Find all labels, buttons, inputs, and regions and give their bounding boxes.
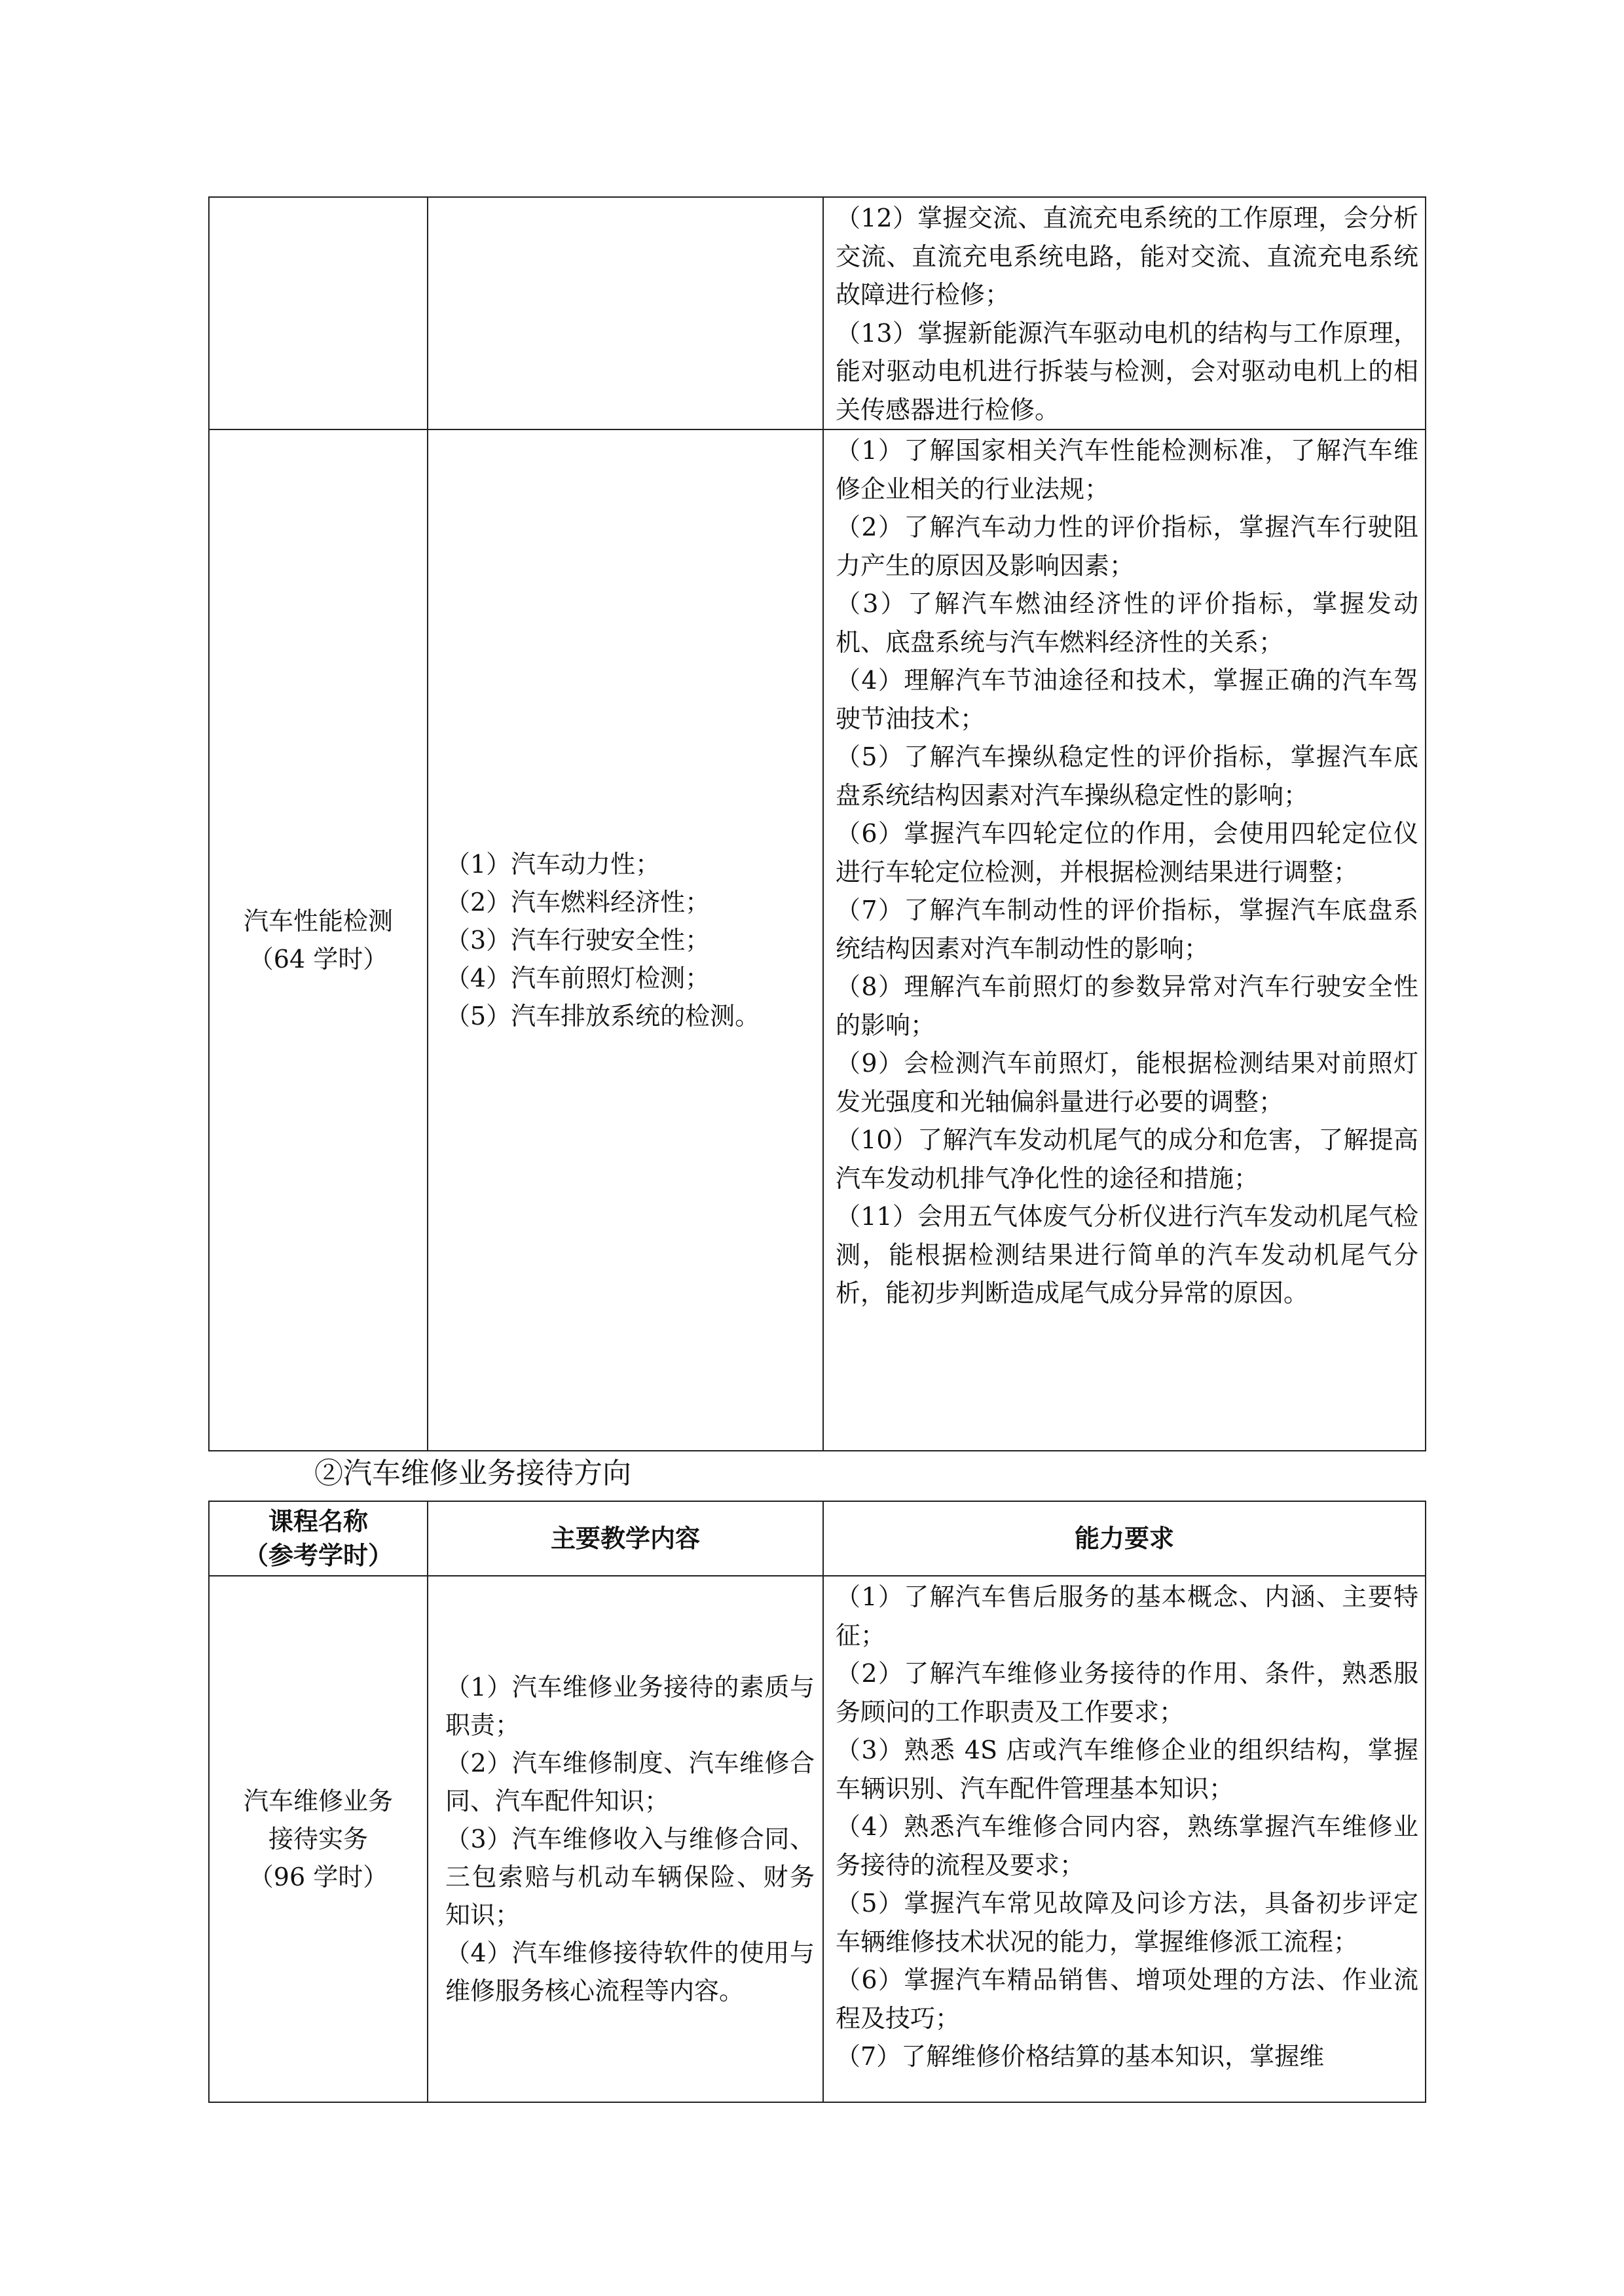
- requirement-item: （13）掌握新能源汽车驱动电机的结构与工作原理，能对驱动电机进行拆装与检测，会对驱动电机上的相关传感器进行检修。: [836, 318, 1418, 424]
- requirements-cell: [823, 429, 1426, 1451]
- requirement-item: （7）了解汽车制动性的评价指标，掌握汽车底盘系统结构因素对汽车制动性的影响；: [836, 896, 1418, 963]
- course-table: [208, 1501, 1426, 2103]
- content-cell: [428, 197, 823, 429]
- content-item: （4）汽车前照灯检测；: [445, 964, 710, 993]
- requirement-item: （4）理解汽车节油途径和技术，掌握正确的汽车驾驶节油技术；: [836, 666, 1418, 733]
- section-heading: ②汽车维修业务接待方向: [314, 1457, 631, 1490]
- requirement-item: （2）了解汽车动力性的评价指标，掌握汽车行驶阻力产生的原因及影响因素；: [836, 513, 1418, 580]
- column-header-requirements: 能力要求: [823, 1501, 1426, 1576]
- requirement-item: （4）熟悉汽车维修合同内容，熟练掌握汽车维修业务接待的流程及要求；: [836, 1812, 1418, 1880]
- content-item: （3）汽车维修收入与维修合同、三包索赔与机动车辆保险、财务知识；: [445, 1825, 815, 1929]
- course-cell: [209, 197, 428, 429]
- requirement-item: （5）了解汽车操纵稳定性的评价指标，掌握汽车底盘系统结构因素对汽车操纵稳定性的影响；: [836, 742, 1418, 810]
- course-cell: [209, 1576, 428, 2102]
- requirement-item: （3）了解汽车燃油经济性的评价指标，掌握发动机、底盘系统与汽车燃料经济性的关系；: [836, 589, 1418, 657]
- requirement-item: （3）熟悉 4S 店或汽车维修企业的组织结构，掌握车辆识别、汽车配件管理基本知识；: [836, 1736, 1418, 1803]
- course-cell: [209, 429, 428, 1451]
- table-row: [209, 429, 1426, 1451]
- table-row: [209, 197, 1426, 429]
- course-hours: （96 学时）: [248, 1863, 388, 1891]
- requirement-item: （11）会用五气体废气分析仪进行汽车发动机尾气检测，能根据检测结果进行简单的汽车发动机尾气分析，能初步判断造成尾气成分异常的原因。: [836, 1202, 1418, 1307]
- requirement-item: （7）了解维修价格结算的基本知识，掌握维: [836, 2042, 1325, 2071]
- column-header-content: 主要教学内容: [428, 1501, 823, 1576]
- requirements-cell: [823, 197, 1426, 429]
- content-item: （4）汽车维修接待软件的使用与维修服务核心流程等内容。: [445, 1939, 815, 2005]
- requirement-item: （12）掌握交流、直流充电系统的工作原理，会分析交流、直流充电系统电路，能对交流、直流充电系统故障进行检修；: [836, 204, 1418, 309]
- requirement-item: （2）了解汽车维修业务接待的作用、条件，熟悉服务顾问的工作职责及工作要求；: [836, 1659, 1418, 1726]
- course-name: 汽车性能检测: [243, 907, 393, 936]
- content-item: （2）汽车维修制度、汽车维修合同、汽车配件知识；: [445, 1749, 815, 1815]
- content-item: （3）汽车行驶安全性；: [445, 926, 710, 955]
- course-table-continued: [208, 196, 1426, 1451]
- requirement-item: （6）掌握汽车四轮定位的作用，会使用四轮定位仪进行车轮定位检测，并根据检测结果进行调整；: [836, 819, 1418, 886]
- content-cell: [428, 1576, 823, 2102]
- content-item: （5）汽车排放系统的检测。: [445, 1002, 760, 1030]
- column-header-course: 课程名称 （参考学时）: [209, 1501, 428, 1576]
- course-name: 汽车维修业务: [243, 1787, 393, 1815]
- requirement-item: （10）了解汽车发动机尾气的成分和危害，了解提高汽车发动机排气净化性的途径和措施；: [836, 1125, 1418, 1193]
- requirement-item: （5）掌握汽车常见故障及问诊方法，具备初步评定车辆维修技术状况的能力，掌握维修派工流程；: [836, 1889, 1418, 1956]
- content-item: （1）汽车维修业务接待的素质与职责；: [445, 1673, 815, 1740]
- table-header-row: [209, 1501, 1426, 1576]
- requirements-cell: [823, 1576, 1426, 2102]
- course-name: 接待实务: [268, 1825, 368, 1853]
- content-item: （2）汽车燃料经济性；: [445, 888, 710, 917]
- requirement-item: （1）了解国家相关汽车性能检测标准，了解汽车维修企业相关的行业法规；: [836, 436, 1418, 503]
- course-hours: （64 学时）: [248, 945, 388, 974]
- content-item: （1）汽车动力性；: [445, 850, 661, 879]
- requirement-item: （8）理解汽车前照灯的参数异常对汽车行驶安全性的影响；: [836, 972, 1418, 1040]
- table-row: [209, 1576, 1426, 2102]
- requirement-item: （1）了解汽车售后服务的基本概念、内涵、主要特征；: [836, 1582, 1418, 1650]
- content-cell: [428, 429, 823, 1451]
- requirement-item: （6）掌握汽车精品销售、增项处理的方法、作业流程及技巧；: [836, 1965, 1418, 2033]
- requirement-item: （9）会检测汽车前照灯，能根据检测结果对前照灯发光强度和光轴偏斜量进行必要的调整；: [836, 1049, 1418, 1116]
